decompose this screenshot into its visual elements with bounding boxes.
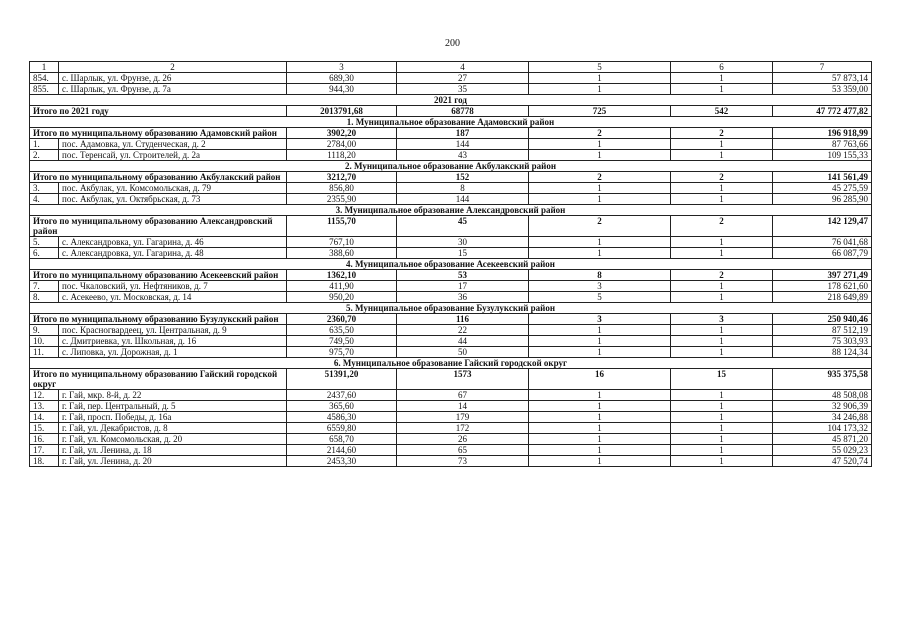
row-address: г. Гай, ул. Комсомольская, д. 20 [59,434,287,445]
section-heading-row [30,259,872,270]
section-heading-row [30,117,872,128]
section-heading: 2021 год [30,95,872,106]
row-amount: 45 871,20 [773,434,872,445]
row-address: пос. Чкаловский, ул. Нефтяников, д. 7 [59,281,287,292]
total-col5: 8 [529,270,671,281]
row-number: 2. [30,150,59,161]
row-address: пос. Акбулак, ул. Комсомольская, д. 79 [59,183,287,194]
total-amount: 196 918,99 [773,128,872,139]
total-col5: 725 [529,106,671,117]
row-col5: 1 [529,401,671,412]
row-number: 6. [30,248,59,259]
section-heading: 4. Муниципальное образование Асекеевский район [30,259,872,270]
row-area: 950,20 [287,292,397,303]
page-number: 200 [445,38,460,49]
column-number: 4 [397,62,529,73]
row-count: 36 [397,292,529,303]
column-number: 2 [59,62,287,73]
row-count: 30 [397,237,529,248]
row-col5: 3 [529,281,671,292]
row-number: 7. [30,281,59,292]
section-heading-row [30,303,872,314]
row-area: 975,70 [287,347,397,358]
column-number-row [30,62,872,73]
table-row [30,336,872,347]
column-number: 7 [773,62,872,73]
row-address: г. Гай, пер. Центральный, д. 5 [59,401,287,412]
row-col6: 1 [671,194,773,205]
row-col6: 1 [671,423,773,434]
row-col6: 1 [671,456,773,467]
table-row [30,325,872,336]
row-area: 365,60 [287,401,397,412]
row-amount: 66 087,79 [773,248,872,259]
row-col5: 1 [529,412,671,423]
row-amount: 76 041,68 [773,237,872,248]
row-number: 13. [30,401,59,412]
row-number: 16. [30,434,59,445]
total-area: 1155,70 [287,216,397,237]
total-col5: 2 [529,128,671,139]
row-col6: 1 [671,325,773,336]
row-address: г. Гай, ул. Ленина, д. 18 [59,445,287,456]
total-label: Итого по муниципальному образованию Асекеевский район [30,270,287,281]
row-col6: 1 [671,347,773,358]
row-amount: 55 029,23 [773,445,872,456]
column-number: 5 [529,62,671,73]
row-col6: 1 [671,401,773,412]
total-label: Итого по муниципальному образованию Адамовский район [30,128,287,139]
section-heading-row [30,358,872,369]
row-amount: 45 275,59 [773,183,872,194]
table-row [30,456,872,467]
table-row [30,401,872,412]
row-col5: 1 [529,456,671,467]
total-row [30,106,872,117]
row-count: 172 [397,423,529,434]
total-area: 3902,20 [287,128,397,139]
registry-table [29,61,872,467]
row-area: 635,50 [287,325,397,336]
row-address: с. Дмитриевка, ул. Школьная, д. 16 [59,336,287,347]
total-row [30,314,872,325]
row-amount: 32 906,39 [773,401,872,412]
row-count: 73 [397,456,529,467]
row-col5: 1 [529,194,671,205]
row-amount: 57 873,14 [773,73,872,84]
row-col6: 1 [671,292,773,303]
row-address: с. Шарлык, ул. Фрунзе, д. 7а [59,84,287,95]
total-row [30,270,872,281]
row-amount: 104 173,32 [773,423,872,434]
row-area: 749,50 [287,336,397,347]
row-count: 179 [397,412,529,423]
row-col6: 1 [671,150,773,161]
total-col5: 3 [529,314,671,325]
section-heading-row [30,161,872,172]
total-label: Итого по муниципальному образованию Бузулукский район [30,314,287,325]
row-amount: 34 246,88 [773,412,872,423]
row-count: 67 [397,390,529,401]
row-col6: 1 [671,73,773,84]
row-number: 8. [30,292,59,303]
table-row [30,390,872,401]
row-col5: 1 [529,347,671,358]
total-count: 187 [397,128,529,139]
row-col6: 1 [671,248,773,259]
row-number: 3. [30,183,59,194]
section-heading: 5. Муниципальное образование Бузулукский район [30,303,872,314]
row-col6: 1 [671,139,773,150]
row-amount: 109 155,33 [773,150,872,161]
total-area: 3212,70 [287,172,397,183]
section-heading: 2. Муниципальное образование Акбулакский район [30,161,872,172]
row-number: 855. [30,84,59,95]
row-col5: 1 [529,248,671,259]
table-row [30,248,872,259]
row-area: 2355,90 [287,194,397,205]
total-col6: 3 [671,314,773,325]
row-address: с. Шарлык, ул. Фрунзе, д. 26 [59,73,287,84]
row-col6: 1 [671,84,773,95]
row-col6: 1 [671,281,773,292]
row-count: 15 [397,248,529,259]
row-area: 856,80 [287,183,397,194]
row-address: с. Липовка, ул. Дорожная, д. 1 [59,347,287,358]
total-count: 68778 [397,106,529,117]
row-amount: 96 285,90 [773,194,872,205]
table-body [30,62,872,467]
row-col6: 1 [671,445,773,456]
total-amount: 142 129,47 [773,216,872,237]
row-col6: 1 [671,183,773,194]
row-area: 411,90 [287,281,397,292]
total-count: 116 [397,314,529,325]
row-col5: 1 [529,150,671,161]
total-amount: 935 375,58 [773,369,872,390]
row-count: 14 [397,401,529,412]
total-row [30,369,872,390]
row-area: 2784,00 [287,139,397,150]
row-area: 2437,60 [287,390,397,401]
table-row [30,237,872,248]
row-col5: 1 [529,237,671,248]
row-col6: 1 [671,412,773,423]
row-number: 5. [30,237,59,248]
row-number: 15. [30,423,59,434]
column-number: 6 [671,62,773,73]
section-heading-row [30,95,872,106]
row-count: 8 [397,183,529,194]
row-number: 11. [30,347,59,358]
table-row [30,434,872,445]
total-col6: 542 [671,106,773,117]
row-count: 65 [397,445,529,456]
row-col5: 1 [529,445,671,456]
row-col6: 1 [671,390,773,401]
total-row [30,128,872,139]
total-col6: 2 [671,172,773,183]
row-address: г. Гай, ул. Ленина, д. 20 [59,456,287,467]
row-col5: 5 [529,292,671,303]
row-area: 944,30 [287,84,397,95]
row-number: 18. [30,456,59,467]
total-amount: 397 271,49 [773,270,872,281]
row-area: 2453,30 [287,456,397,467]
row-count: 26 [397,434,529,445]
row-count: 22 [397,325,529,336]
row-area: 6559,80 [287,423,397,434]
table-row [30,347,872,358]
row-number: 10. [30,336,59,347]
section-heading: 6. Муниципальное образование Гайский городской округ [30,358,872,369]
column-number: 3 [287,62,397,73]
row-amount: 48 508,08 [773,390,872,401]
row-amount: 75 303,93 [773,336,872,347]
row-number: 14. [30,412,59,423]
table-row [30,73,872,84]
row-address: пос. Теренсай, ул. Строителей, д. 2а [59,150,287,161]
row-area: 388,60 [287,248,397,259]
row-number: 9. [30,325,59,336]
section-heading-row [30,205,872,216]
row-number: 17. [30,445,59,456]
table-row [30,445,872,456]
column-number: 1 [30,62,59,73]
row-number: 12. [30,390,59,401]
row-count: 44 [397,336,529,347]
table-row [30,84,872,95]
total-label: Итого по 2021 году [30,106,287,117]
total-row [30,216,872,237]
total-area: 51391,20 [287,369,397,390]
row-col5: 1 [529,139,671,150]
total-label: Итого по муниципальному образованию Александровский район [30,216,287,237]
row-number: 4. [30,194,59,205]
row-col6: 1 [671,336,773,347]
total-row [30,172,872,183]
row-count: 35 [397,84,529,95]
row-col5: 1 [529,84,671,95]
table-row [30,281,872,292]
row-amount: 53 359,00 [773,84,872,95]
section-heading: 1. Муниципальное образование Адамовский район [30,117,872,128]
row-count: 43 [397,150,529,161]
table-row [30,423,872,434]
row-col6: 1 [671,434,773,445]
row-area: 689,30 [287,73,397,84]
row-number: 1. [30,139,59,150]
table-row [30,412,872,423]
total-area: 2360,70 [287,314,397,325]
row-address: с. Асекеево, ул. Московская, д. 14 [59,292,287,303]
total-label: Итого по муниципальному образованию Акбулакский район [30,172,287,183]
table-row [30,183,872,194]
total-col5: 2 [529,172,671,183]
row-col5: 1 [529,434,671,445]
total-amount: 250 940,46 [773,314,872,325]
row-address: г. Гай, ул. Декабристов, д. 8 [59,423,287,434]
row-area: 4586,30 [287,412,397,423]
row-count: 27 [397,73,529,84]
row-count: 144 [397,194,529,205]
total-col6: 2 [671,216,773,237]
row-amount: 87 512,19 [773,325,872,336]
row-col5: 1 [529,183,671,194]
row-col6: 1 [671,237,773,248]
table-row [30,139,872,150]
total-col6: 2 [671,128,773,139]
total-col6: 15 [671,369,773,390]
row-area: 2144,60 [287,445,397,456]
total-amount: 47 772 477,82 [773,106,872,117]
row-count: 50 [397,347,529,358]
total-col5: 2 [529,216,671,237]
row-number: 854. [30,73,59,84]
total-count: 152 [397,172,529,183]
section-heading: 3. Муниципальное образование Александровский район [30,205,872,216]
table-row [30,194,872,205]
row-col5: 1 [529,423,671,434]
total-amount: 141 561,49 [773,172,872,183]
row-address: с. Александровка, ул. Гагарина, д. 46 [59,237,287,248]
row-col5: 1 [529,325,671,336]
total-count: 1573 [397,369,529,390]
row-area: 658,70 [287,434,397,445]
row-count: 17 [397,281,529,292]
total-col6: 2 [671,270,773,281]
row-amount: 178 621,60 [773,281,872,292]
row-address: пос. Красногвардеец, ул. Центральная, д. 9 [59,325,287,336]
total-col5: 16 [529,369,671,390]
row-col5: 1 [529,390,671,401]
table-row [30,292,872,303]
total-count: 45 [397,216,529,237]
row-area: 1118,20 [287,150,397,161]
total-area: 1362,10 [287,270,397,281]
row-col5: 1 [529,336,671,347]
row-address: с. Александровка, ул. Гагарина, д. 48 [59,248,287,259]
row-amount: 87 763,66 [773,139,872,150]
row-area: 767,10 [287,237,397,248]
table-row [30,150,872,161]
row-count: 144 [397,139,529,150]
row-amount: 47 520,74 [773,456,872,467]
total-label: Итого по муниципальному образованию Гайский городской округ [30,369,287,390]
row-address: пос. Акбулак, ул. Октябрьская, д. 73 [59,194,287,205]
row-col5: 1 [529,73,671,84]
row-address: г. Гай, просп. Победы, д. 16а [59,412,287,423]
row-amount: 218 649,89 [773,292,872,303]
total-area: 2013791,68 [287,106,397,117]
total-count: 53 [397,270,529,281]
row-address: пос. Адамовка, ул. Студенческая, д. 2 [59,139,287,150]
row-address: г. Гай, мкр. 8-й, д. 22 [59,390,287,401]
row-amount: 88 124,34 [773,347,872,358]
